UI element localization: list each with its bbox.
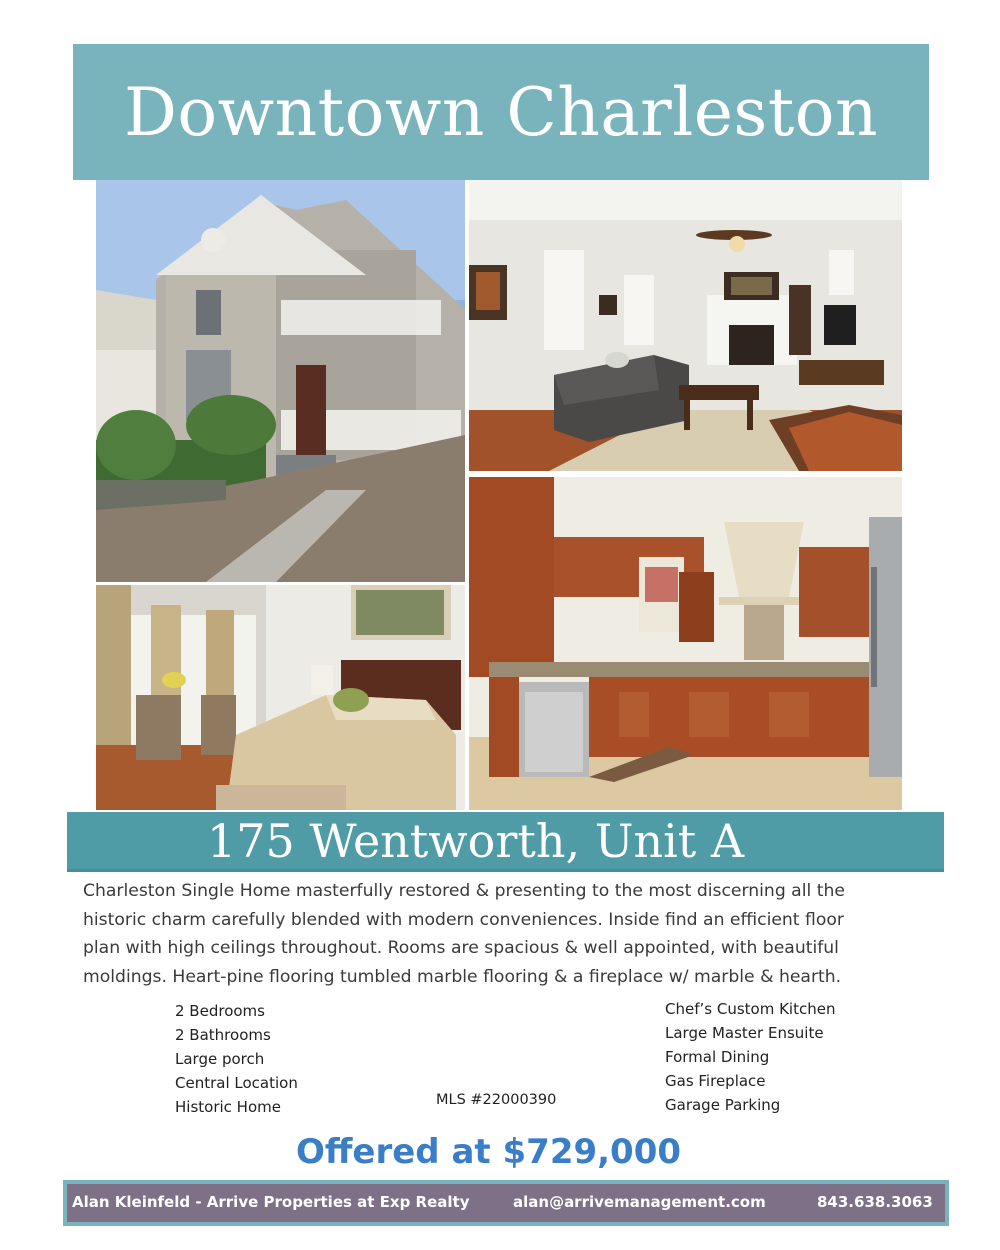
feature-item: Historic Home	[175, 1098, 281, 1116]
feature-item: Large Master Ensuite	[665, 1024, 824, 1042]
property-description	[83, 877, 923, 991]
price-heading: Offered at $729,000	[295, 1132, 682, 1172]
agent-phone[interactable]: 843.638.3063	[817, 1193, 933, 1211]
page-title: Downtown Charleston	[123, 73, 879, 151]
agent-email-link[interactable]: alan@arrivemanagement.com	[513, 1193, 766, 1211]
feature-item: Gas Fireplace	[665, 1072, 766, 1090]
mls-number: MLS #22000390	[436, 1092, 557, 1108]
property-address: 175 Wentworth, Unit A	[207, 814, 745, 868]
features-list-right	[665, 997, 835, 1117]
description-line: Charleston Single Home masterfully restored & presenting to the most discerning all the	[83, 881, 845, 901]
features-list-left	[175, 999, 298, 1119]
feature-item: Central Location	[175, 1074, 298, 1092]
contact-bar	[67, 1184, 945, 1222]
feature-item: 2 Bathrooms	[175, 1026, 271, 1044]
feature-item: Formal Dining	[665, 1048, 770, 1066]
title-banner	[73, 44, 929, 180]
exterior-photo	[96, 180, 465, 582]
feature-item: Chef’s Custom Kitchen	[665, 1000, 836, 1018]
address-banner	[67, 812, 944, 872]
feature-item: Garage Parking	[665, 1096, 781, 1114]
bedroom-photo	[96, 585, 465, 810]
description-line: moldings. Heart-pine flooring tumbled marble flooring & a fireplace w/ marble & hearth.	[83, 966, 842, 987]
kitchen-photo	[469, 477, 902, 810]
feature-item: Large porch	[175, 1050, 265, 1068]
feature-item: 2 Bedrooms	[175, 1002, 265, 1020]
agent-name: Alan Kleinfeld - Arrive Properties at Exp Realty	[72, 1193, 470, 1211]
description-line: historic charm carefully blended with modern conveniences. Inside find an efficient floor	[83, 909, 844, 930]
living-room-photo	[469, 180, 902, 471]
description-line: plan with high ceilings throughout. Rooms are spacious & well appointed, with beautiful	[83, 938, 839, 958]
contact-footer	[63, 1180, 949, 1226]
